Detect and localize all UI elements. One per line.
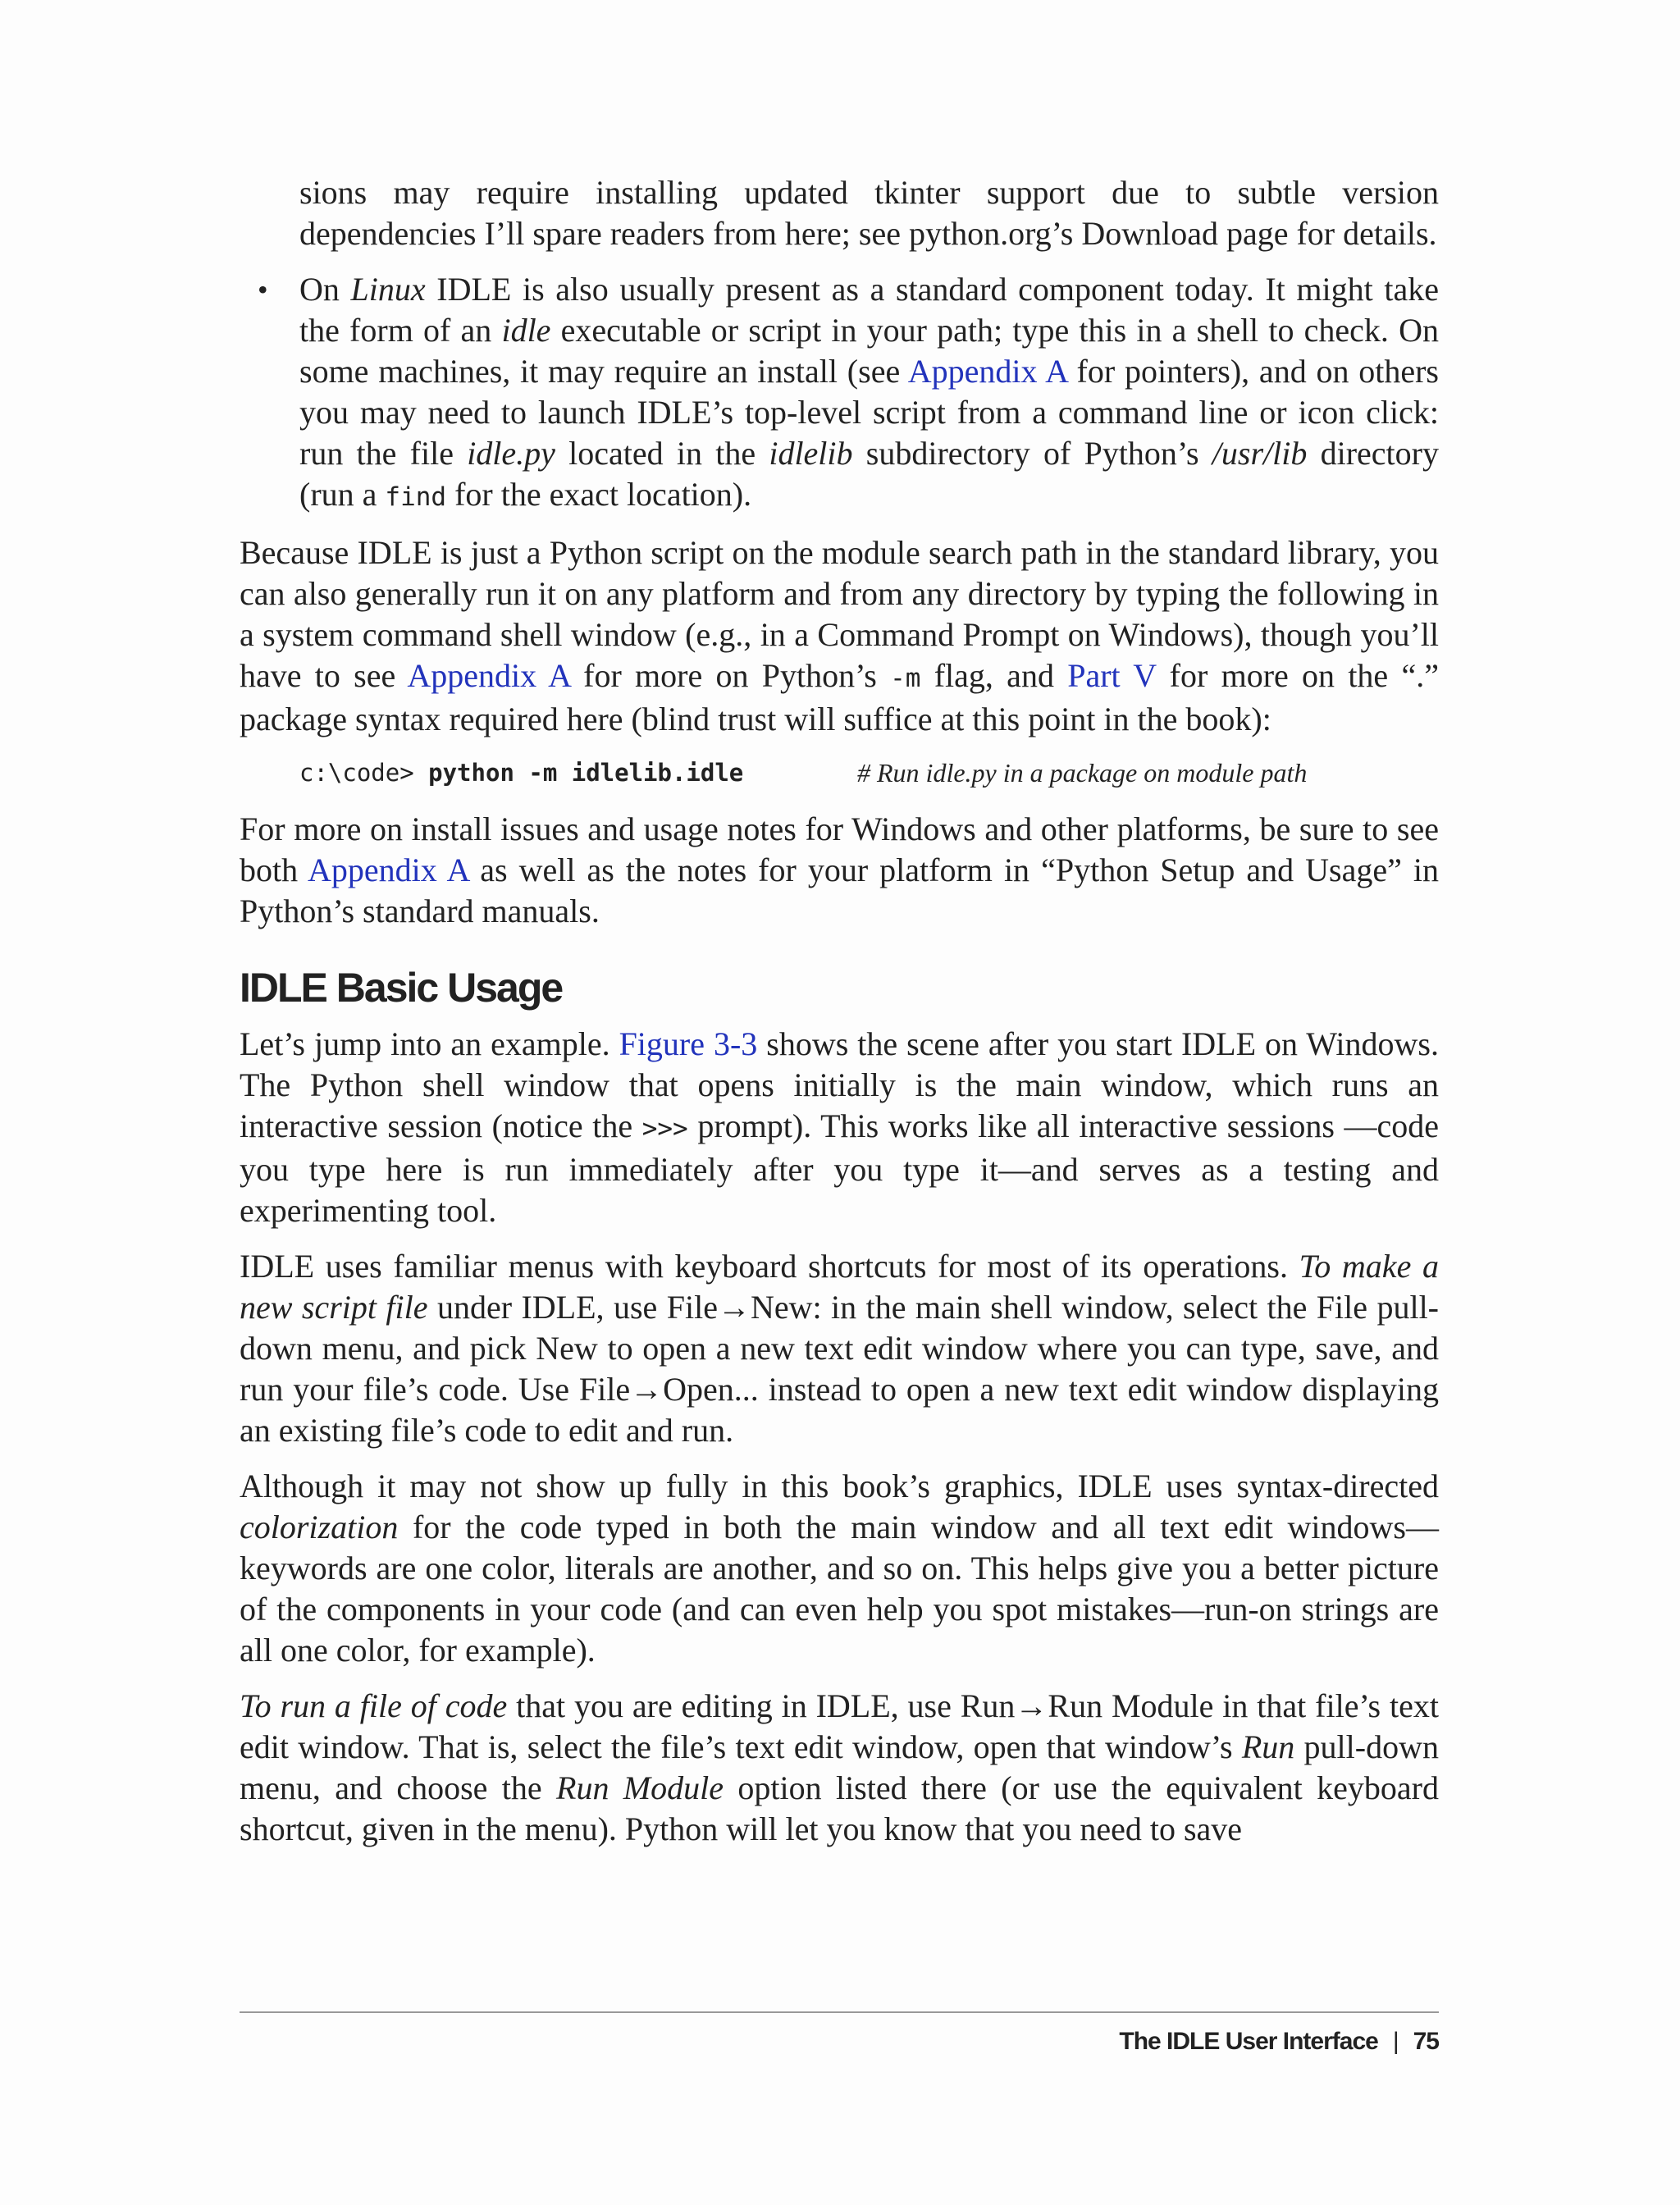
text-run-italic: To make a new script file (240, 1248, 1439, 1326)
text-run-italic: Run Module (556, 1769, 724, 1806)
continuation-text: sions may require installing updated tkinter support due to subtle version dependencies I’ll spare readers from here; see python.org’s Download page for details. (299, 174, 1439, 252)
footer-separator: | (1392, 2028, 1399, 2055)
page-number: 75 (1413, 2028, 1439, 2055)
text-run: option listed there (or use the equivalent keyboard shortcut, given in the menu). Python will let you know that you need to save (240, 1769, 1439, 1847)
appendix-a-link[interactable]: Appendix A (307, 851, 469, 888)
paragraph-run (240, 1686, 1439, 1850)
text-run: for more on Python’s (569, 657, 891, 694)
text-run: as well as the notes for your platform in “Python Setup and Usage” in Python’s standard manuals. (240, 851, 1439, 929)
bullet-icon: • (258, 273, 268, 306)
text-run: that you are editing in IDLE, use Run→Run Module in that file’s text edit window. That is, select the file’s text edit window, open that window’s (240, 1687, 1439, 1765)
text-run: located in the (555, 435, 769, 472)
page-content (240, 172, 1439, 1865)
text-run-italic: Run (1241, 1728, 1295, 1765)
text-run: directory (run a (299, 435, 1439, 513)
text-run: prompt). This works like all interactive sessions —code you type here is run immediately after you type it—and serves as a testing and experimenting tool. (240, 1107, 1440, 1229)
text-run-italic: To run a file of code (240, 1687, 508, 1724)
text-run: subdirectory of Python’s (852, 435, 1212, 472)
text-run-italic: Linux (350, 271, 426, 308)
code-comment: # Run idle.py in a package on module path (857, 758, 1308, 788)
paragraph-colorization (240, 1466, 1439, 1671)
bullet-list (240, 269, 1439, 518)
inline-code: find (385, 482, 447, 512)
appendix-a-link[interactable]: Appendix A (407, 657, 570, 694)
figure-3-3-link[interactable]: Figure 3-3 (619, 1025, 758, 1062)
text-run: IDLE uses familiar menus with keyboard shortcuts for most of its operations. (240, 1248, 1299, 1285)
text-run: On (299, 271, 351, 308)
text-run: executable or script in your path; type this in a shell to check. On some machines, it may require an install (see (299, 312, 1439, 390)
footer-divider (240, 2011, 1439, 2013)
inline-code: -m (890, 664, 921, 693)
code-example (299, 755, 1439, 791)
text-run: for more on the “.” package syntax required here (blind trust will suffice at this point in the book): (240, 657, 1439, 737)
text-run: flag, and (920, 657, 1068, 694)
footer-section-title: The IDLE User Interface (1119, 2028, 1378, 2055)
code-command: python -m idlelib.idle (428, 759, 744, 787)
text-run: pull-down menu, and choose the (240, 1728, 1439, 1806)
text-run: under IDLE, use File→New: in the main shell window, select the File pull-down menu, and pick New to open a new text edit window where you can type, save, and run your file’s code. Use File→Open... instead to open a new text edit window displaying an existing file’s code to edit and run. (240, 1289, 1440, 1449)
paragraph-because (240, 532, 1439, 740)
appendix-a-link[interactable]: Appendix A (907, 353, 1067, 390)
text-run-italic: idle (501, 312, 551, 349)
text-run-italic: idlelib (769, 435, 853, 472)
page-footer (240, 2028, 1439, 2056)
text-run: Let’s jump into an example. (240, 1025, 619, 1062)
text-run-italic: colorization (240, 1509, 399, 1545)
text-run: for the exact location). (446, 476, 752, 513)
inline-code: >>> (641, 1114, 688, 1144)
text-run: For more on install issues and usage notes for Windows and other platforms, be sure to see both (240, 810, 1439, 888)
paragraph-jump (240, 1024, 1439, 1231)
section-heading: IDLE Basic Usage (240, 965, 563, 1011)
text-run: for the code typed in both the main window and all text edit windows—keywords are one color, literals are another, and so on. This helps give you a better picture of the components in your code (and can even help you spot mistakes—run-on strings are all one color, for example). (240, 1509, 1439, 1669)
text-run: IDLE is also usually present as a standard component today. It might take the form of an (299, 271, 1439, 349)
text-run-italic: /usr/lib (1212, 435, 1308, 472)
paragraph-menus (240, 1246, 1439, 1451)
text-run-italic: idle.py (467, 435, 555, 472)
text-run: shows the scene after you start IDLE on Windows. The Python shell window that opens initially is the main window, which runs an interactive session (notice the (240, 1025, 1439, 1144)
text-run: Although it may not show up fully in this book’s graphics, IDLE uses syntax-directed (240, 1468, 1439, 1504)
part-v-link[interactable]: Part V (1067, 657, 1157, 694)
list-item-linux (240, 269, 1439, 518)
code-prompt: c:\code> (299, 759, 429, 787)
text-run: for pointers), and on others you may need to launch IDLE’s top-level script from a command line or icon click: run the file (299, 353, 1439, 472)
text-run: Because IDLE is just a Python script on the module search path in the standard library, you can also generally run it on any platform and from any directory by typing the following in a system command shell window (e.g., in a Command Prompt on Windows), though you’ll have to see (240, 534, 1439, 694)
paragraph-install (240, 809, 1439, 932)
